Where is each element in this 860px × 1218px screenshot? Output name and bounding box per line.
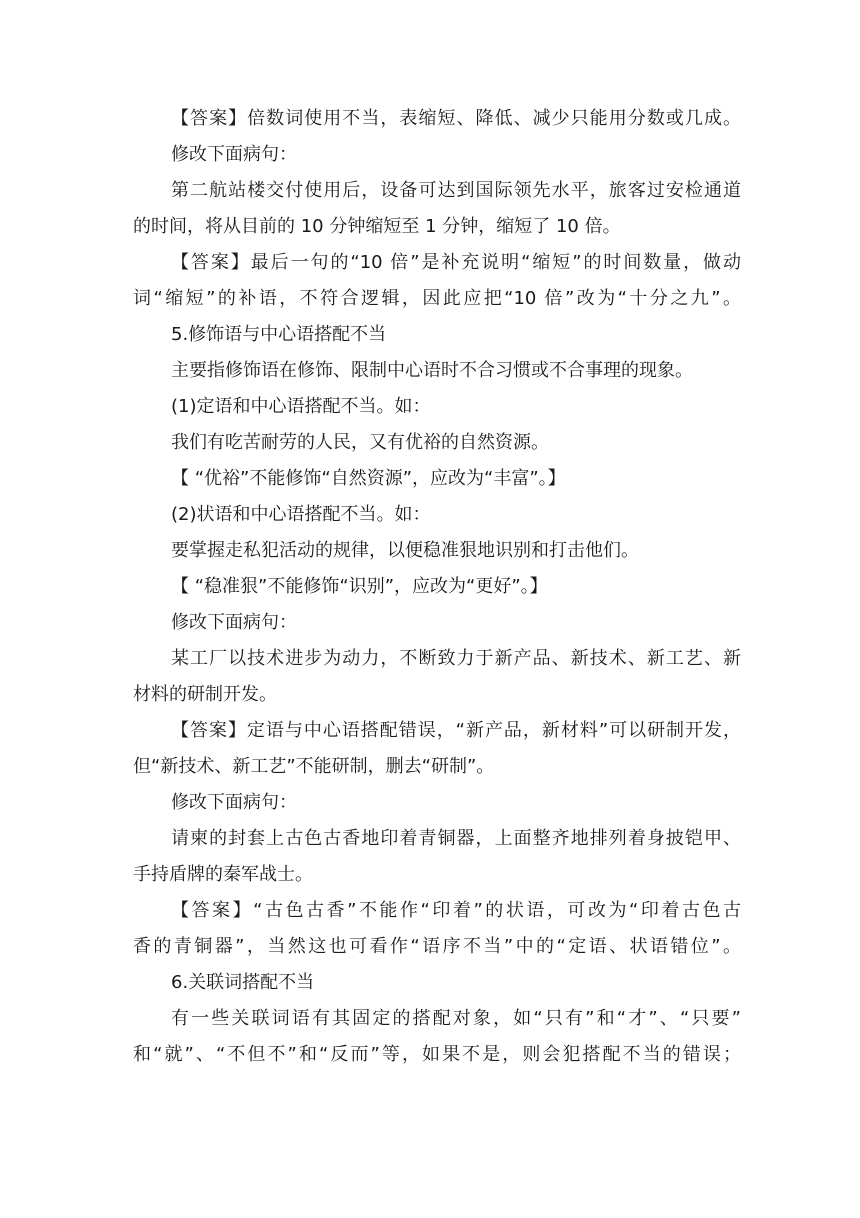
text-line: (2)状语和中心语搭配不当。如： xyxy=(171,504,431,525)
text-line: 【答案】最后一句的“10 倍”是补充说明“缩短”的时间数量，做动 xyxy=(171,252,741,273)
text-line: 【 “优裕”不能修饰“自然资源”，应改为“丰富”。】 xyxy=(171,468,566,489)
document-page xyxy=(133,101,741,1073)
text-line: 修改下面病句： xyxy=(171,612,297,633)
text-line: 手持盾牌的秦军战士。 xyxy=(133,864,313,885)
text-line: 某工厂以技术进步为动力，不断致力于新产品、新技术、新工艺、新 xyxy=(171,648,741,669)
text-line: 请柬的封套上古色古香地印着青铜器，上面整齐地排列着身披铠甲、 xyxy=(171,828,741,849)
text-line: 要掌握走私犯活动的规律，以便稳准狠地识别和打击他们。 xyxy=(171,540,639,561)
text-line: 主要指修饰语在修饰、限制中心语时不合习惯或不合事理的现象。 xyxy=(171,360,693,381)
text-line: 我们有吃苦耐劳的人民，又有优裕的自然资源。 xyxy=(171,432,549,453)
text-line: 【答案】定语与中心语搭配错误，“新产品，新材料”可以研制开发， xyxy=(171,720,741,741)
text-line: 5.修饰语与中心语搭配不当 xyxy=(171,324,387,345)
text-line: (1)定语和中心语搭配不当。如： xyxy=(171,396,431,417)
text-line: 修改下面病句： xyxy=(171,144,297,165)
text-line: 第二航站楼交付使用后，设备可达到国际领先水平，旅客过安检通道 xyxy=(171,180,741,201)
text-line: 和“就”、“不但不”和“反而”等，如果不是，则会犯搭配不当的错误； xyxy=(133,1044,741,1065)
text-line: 【答案】“古色古香”不能作“印着”的状语，可改为“印着古色古 xyxy=(171,900,741,921)
text-line: 香的青铜器”，当然这也可看作“语序不当”中的“定语、状语错位”。 xyxy=(133,936,741,957)
text-line: 修改下面病句： xyxy=(171,792,297,813)
text-line: 【答案】倍数词使用不当，表缩短、降低、减少只能用分数或几成。 xyxy=(171,108,741,129)
text-line: 【 “稳准狠”不能修饰“识别”，应改为“更好”。】 xyxy=(171,576,548,597)
text-line: 6.关联词搭配不当 xyxy=(171,972,315,993)
text-line: 有一些关联词语有其固定的搭配对象，如“只有”和“才”、“只要” xyxy=(171,1008,741,1029)
text-line: 材料的研制开发。 xyxy=(133,684,277,705)
text-line: 但“新技术、新工艺”不能研制，删去“研制”。 xyxy=(133,756,495,777)
text-line: 词“缩短”的补语，不符合逻辑，因此应把“10 倍”改为“十分之九”。 xyxy=(133,288,741,309)
text-line: 的时间，将从目前的 10 分钟缩短至 1 分钟，缩短了 10 倍。 xyxy=(133,216,621,237)
